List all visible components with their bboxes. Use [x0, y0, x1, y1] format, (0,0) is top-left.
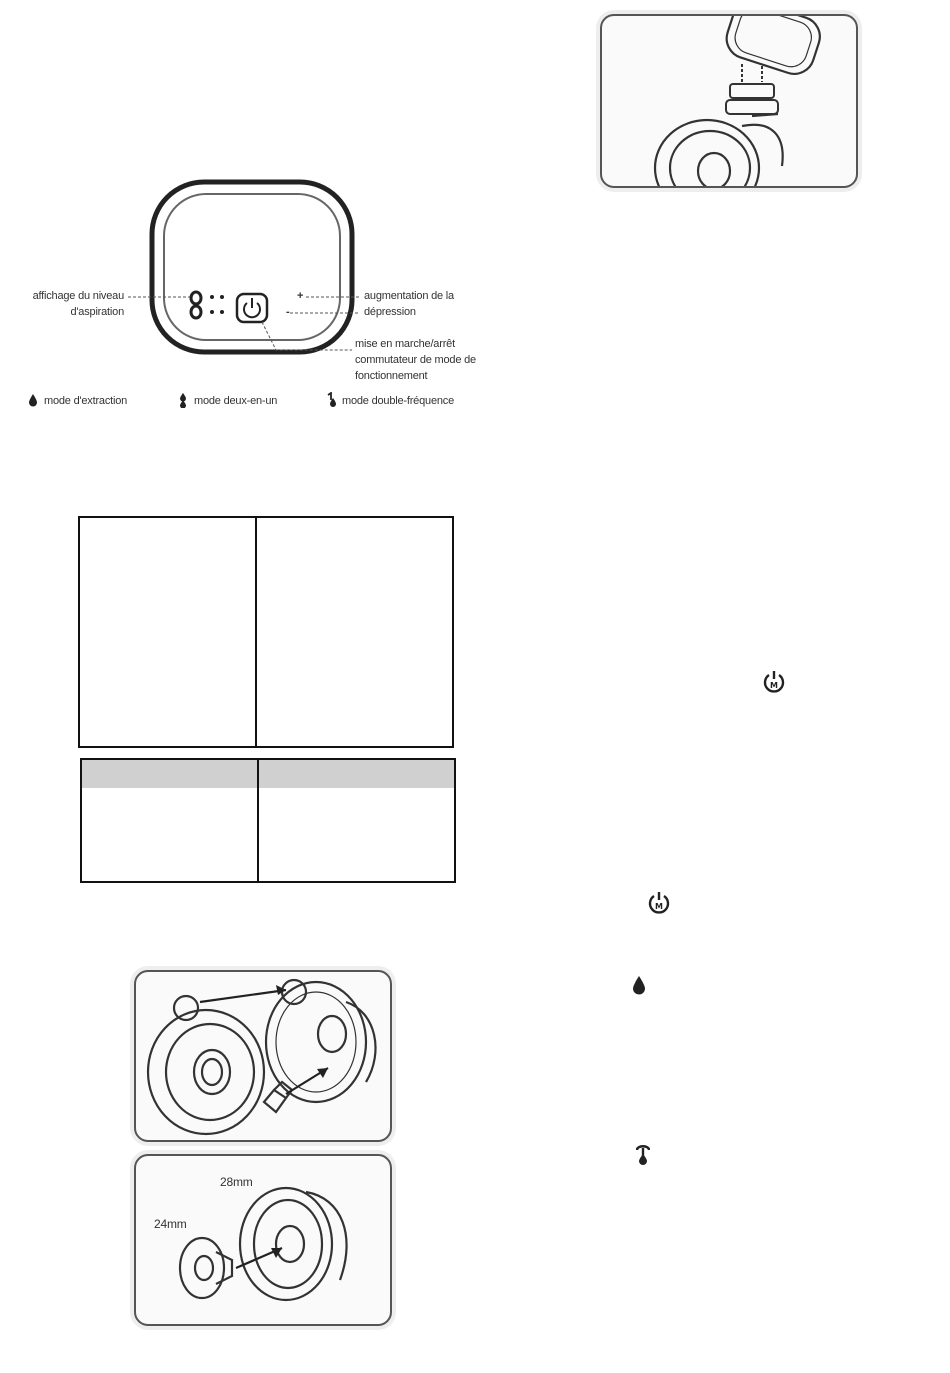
stimulation-icon: [636, 1144, 650, 1166]
spec-table-2: [80, 758, 456, 883]
label-increase-depression: augmentation de la dépression: [364, 290, 454, 318]
size-28mm-label: 28mm: [220, 1175, 253, 1189]
plus-sign: +: [297, 290, 304, 302]
spec-table-1: [78, 516, 454, 748]
drop-icon: [632, 975, 646, 995]
minus-sign: -: [286, 306, 290, 318]
valve-assembly-illustration: [134, 970, 392, 1142]
power-mode-icon: [762, 670, 786, 694]
size-24mm-label: 24mm: [154, 1217, 187, 1231]
svg-text:M: M: [770, 681, 778, 690]
spec-table-1-divider: [255, 518, 257, 746]
mode-double-frequency-label: mode double-fréquence: [342, 395, 454, 407]
label-suction-level: affichage du niveau d'aspiration: [32, 290, 124, 318]
insert-size-drawing: [136, 1156, 390, 1324]
two-in-one-icon: [178, 392, 188, 408]
mode-two-in-one-label: mode deux-en-un: [194, 395, 278, 407]
spec-table-2-header: [82, 760, 454, 788]
drop-icon: [28, 393, 38, 407]
mode-legend: [28, 393, 488, 413]
spec-table-2-divider: [257, 760, 259, 881]
svg-text:M: M: [655, 902, 663, 911]
mode-extraction-label: mode d'extraction: [44, 395, 128, 407]
pump-attachment-drawing: [602, 16, 856, 186]
control-panel-diagram: [0, 170, 520, 430]
insert-size-illustration: [134, 1154, 392, 1326]
pump-attachment-illustration: [600, 14, 858, 188]
label-power-mode-switch: mise en marche/arrêt commutateur de mode de fonctionnement: [355, 338, 476, 382]
valve-assembly-drawing: [136, 972, 390, 1140]
power-mode-icon: [647, 891, 671, 915]
double-frequency-icon: [326, 392, 338, 408]
